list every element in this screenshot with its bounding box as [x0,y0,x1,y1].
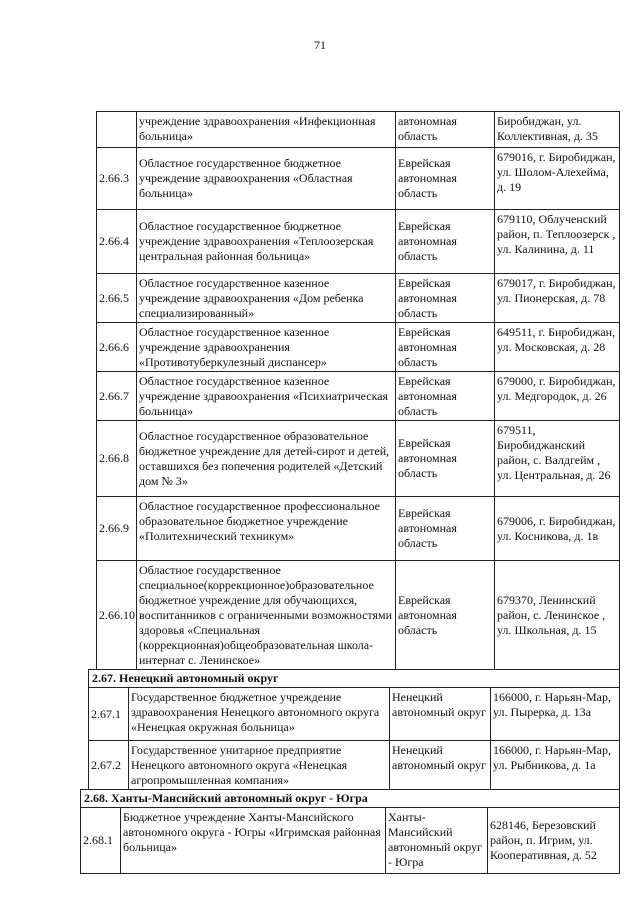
organization-name: Областное государственное казенное учреждение здравоохранения «Противотуберкулезный диспансер» [136,322,395,371]
organization-name: Областное государственное казенное учреждение здравоохранения «Психиатрическая больница» [136,371,395,420]
address: 679110, Облученский район, п. Теплоозерск , ул. Калинина, д. 11 [494,209,620,273]
region-name: Еврейская автономная область [395,322,494,371]
table-row [0,147,640,209]
organization-name: Областное государственное бюджетное учреждение здравоохранения «Областная больница» [136,147,395,209]
region-name: Ханты-Мансийский автономный округ - Югра [385,807,487,873]
address: 679017, г. Биробиджан, ул. Пионерская, д. 78 [494,273,620,322]
region-name: автономная область [395,111,494,147]
table-row [0,420,640,496]
row-number: 2.67.1 [88,687,128,740]
address: 166000, г. Нарьян-Мар, ул. Пырерка, д. 13а [490,687,620,740]
row-number: 2.66.10 [96,560,136,669]
organization-name: Государственное унитарное предприятие Ненецкого автономного округа «Ненецкая агропромышленная компания» [128,740,389,789]
row-number: 2.66.7 [96,371,136,420]
address: 679000, г. Биробиджан, ул. Медгородок, д. 26 [494,371,620,420]
organization-name: Областное государственное профессиональное образовательное бюджетное учреждение «Политехнический техникум» [136,496,395,560]
region-name: Еврейская автономная область [395,420,494,496]
address: 166000, г. Нарьян-Мар, ул. Рыбникова, д. 1а [490,740,620,789]
organization-name: Областное государственное специальное(коррекционное)образовательное бюджетное учреждение для обучающихся, воспитанников с ограниченными возможностями здоровья «Специальная (коррекционная)общеобразовательная школа-интернат с. Ленинское» [136,560,395,669]
organization-name: учреждение здравоохранения «Инфекционная больница» [136,111,395,147]
region-name: Еврейская автономная область [395,147,494,209]
region-name: Ненецкий автономный округ [389,740,490,789]
region-name: Еврейская автономная область [395,273,494,322]
section-heading-268: 2.68. Ханты-Мансийский автономный округ - Югра [80,789,620,807]
region-name: Еврейская автономная область [395,209,494,273]
address: 628146, Березовский район, п. Игрим, ул. Кооперативная, д. 52 [487,807,620,873]
address: 679006, г. Биробиджан, ул. Косникова, д. 1в [494,496,620,560]
row-number: 2.66.9 [96,496,136,560]
table-row [0,687,640,740]
address: 679370, Ленинский район, с. Ленинское , ул. Школьная, д. 15 [494,560,620,669]
row-number [96,111,136,147]
address: Биробиджан, ул. Коллективная, д. 35 [494,111,620,147]
address: 679511, Биробиджанский район, с. Валдгейм , ул. Центральная, д. 26 [494,420,620,496]
organization-name: Бюджетное учреждение Ханты-Мансийского автономного округа - Югры «Игримская районная больница» [120,807,385,873]
row-number: 2.67.2 [88,740,128,789]
address: 679016, г. Биробиджан, ул. Шолом-Алехейма, д. 19 [494,147,620,209]
row-number: 2.66.4 [96,209,136,273]
region-name: Еврейская автономная область [395,560,494,669]
table-row [0,560,640,669]
table-row [0,111,640,147]
table-row [0,273,640,322]
region-name: Еврейская автономная область [395,371,494,420]
region-name: Ненецкий автономный округ [389,687,490,740]
row-number: 2.66.5 [96,273,136,322]
table-row [0,740,640,789]
region-name: Еврейская автономная область [395,496,494,560]
table-bottom-border [80,873,620,874]
row-number: 2.66.3 [96,147,136,209]
row-number: 2.66.6 [96,322,136,371]
organization-name: Областное государственное образовательное бюджетное учреждение для детей-сирот и детей, оставшихся без попечения родителей «Детский дом № 3» [136,420,395,496]
table-row [0,496,640,560]
organization-name: Областное государственное казенное учреждение здравоохранения «Дом ребенка специализированный» [136,273,395,322]
section-heading-267: 2.67. Ненецкий автономный округ [88,669,620,687]
table-row [0,807,640,873]
table-row [0,209,640,273]
table-row [0,322,640,371]
row-number: 2.68.1 [80,807,120,873]
page-number: 71 [314,38,326,52]
table-row [0,371,640,420]
organization-name: Областное государственное бюджетное учреждение здравоохранения «Теплоозерская центральная районная больница» [136,209,395,273]
address: 649511, г. Биробиджан, ул. Московская, д. 28 [494,322,620,371]
organization-name: Государственное бюджетное учреждение здравоохранения Ненецкого автономного округа «Ненецкая окружная больница» [128,687,389,740]
row-number: 2.66.8 [96,420,136,496]
